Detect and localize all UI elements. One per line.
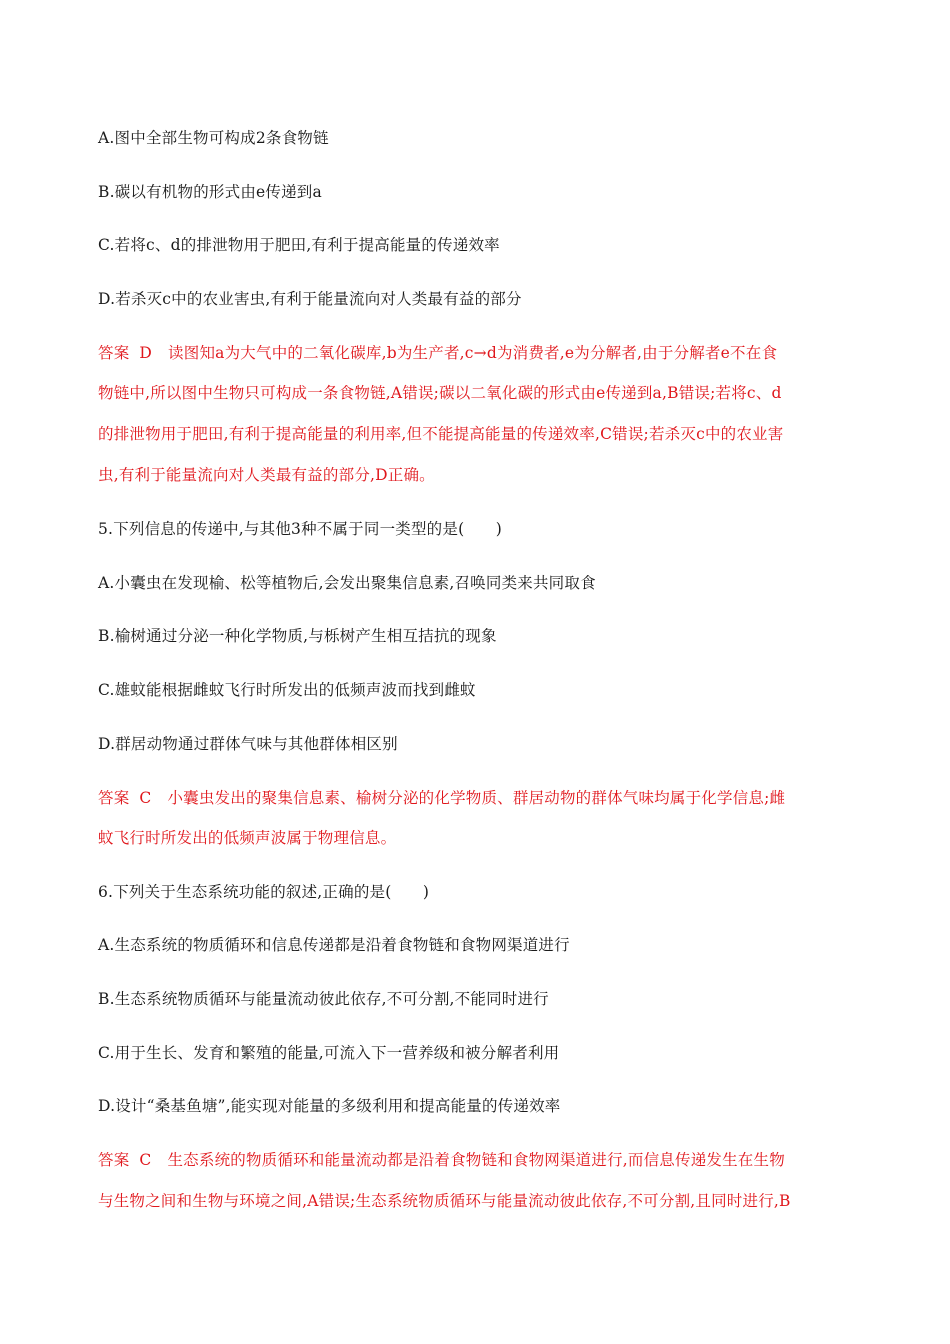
q4-answer-line-2: 物链中,所以图中生物只可构成一条食物链,A错误;碳以二氧化碳的形式由e传递到a,B错误;若将c、d xyxy=(98,384,782,402)
q4-answer-line-4: 虫,有利于能量流向对人类最有益的部分,D正确。 xyxy=(98,466,435,484)
q4-answer-line-1 xyxy=(98,343,858,363)
answer-label: 答案 xyxy=(98,789,130,807)
answer-text: 读图知a为大气中的二氧化碳库,b为生产者,c→d为消费者,e为分解者,由于分解者e不在食 xyxy=(168,344,778,362)
q6-option-c: C.用于生长、发育和繁殖的能量,可流入下一营养级和被分解者利用 xyxy=(98,1044,560,1062)
answer-text: 生态系统的物质循环和能量流动都是沿着食物链和食物网渠道进行,而信息传递发生在生物 xyxy=(167,1151,785,1169)
q5-option-a: A.小囊虫在发现榆、松等植物后,会发出聚集信息素,召唤同类来共同取食 xyxy=(98,574,596,592)
q4-option-c: C.若将c、d的排泄物用于肥田,有利于提高能量的传递效率 xyxy=(98,236,500,254)
q5-option-b: B.榆树通过分泌一种化学物质,与栎树产生相互拮抗的现象 xyxy=(98,627,497,645)
q4-option-b: B.碳以有机物的形式由e传递到a xyxy=(98,183,322,201)
q4-option-d: D.若杀灭c中的农业害虫,有利于能量流向对人类最有益的部分 xyxy=(98,290,522,308)
q5-stem: 5.下列信息的传递中,与其他3种不属于同一类型的是( ) xyxy=(98,520,502,538)
answer-label: 答案 xyxy=(98,344,130,362)
q6-answer-line-1 xyxy=(98,1150,858,1170)
answer-letter: D xyxy=(139,344,153,362)
q5-answer-line-2: 蚊飞行时所发出的低频声波属于物理信息。 xyxy=(98,829,397,847)
q5-option-c: C.雄蚊能根据雌蚊飞行时所发出的低频声波而找到雌蚊 xyxy=(98,681,476,699)
answer-letter: C xyxy=(139,789,152,807)
answer-text: 小囊虫发出的聚集信息素、榆树分泌的化学物质、群居动物的群体气味均属于化学信息;雌 xyxy=(167,789,786,807)
answer-label: 答案 xyxy=(98,1151,130,1169)
q6-answer-line-2: 与生物之间和生物与环境之间,A错误;生态系统物质循环与能量流动彼此依存,不可分割,且同时进行,B xyxy=(98,1192,791,1210)
q6-option-a: A.生态系统的物质循环和信息传递都是沿着食物链和食物网渠道进行 xyxy=(98,936,570,954)
q4-answer-line-3: 的排泄物用于肥田,有利于提高能量的利用率,但不能提高能量的传递效率,C错误;若杀灭c中的农业害 xyxy=(98,425,784,443)
q6-stem: 6.下列关于生态系统功能的叙述,正确的是( ) xyxy=(98,883,430,901)
q5-option-d: D.群居动物通过群体气味与其他群体相区别 xyxy=(98,735,398,753)
answer-letter: C xyxy=(139,1151,152,1169)
q6-option-d: D.设计“桑基鱼塘”,能实现对能量的多级利用和提高能量的传递效率 xyxy=(98,1097,561,1115)
q5-answer-line-1 xyxy=(98,788,858,808)
q4-option-a: A.图中全部生物可构成2条食物链 xyxy=(98,129,329,147)
q6-option-b: B.生态系统物质循环与能量流动彼此依存,不可分割,不能同时进行 xyxy=(98,990,549,1008)
